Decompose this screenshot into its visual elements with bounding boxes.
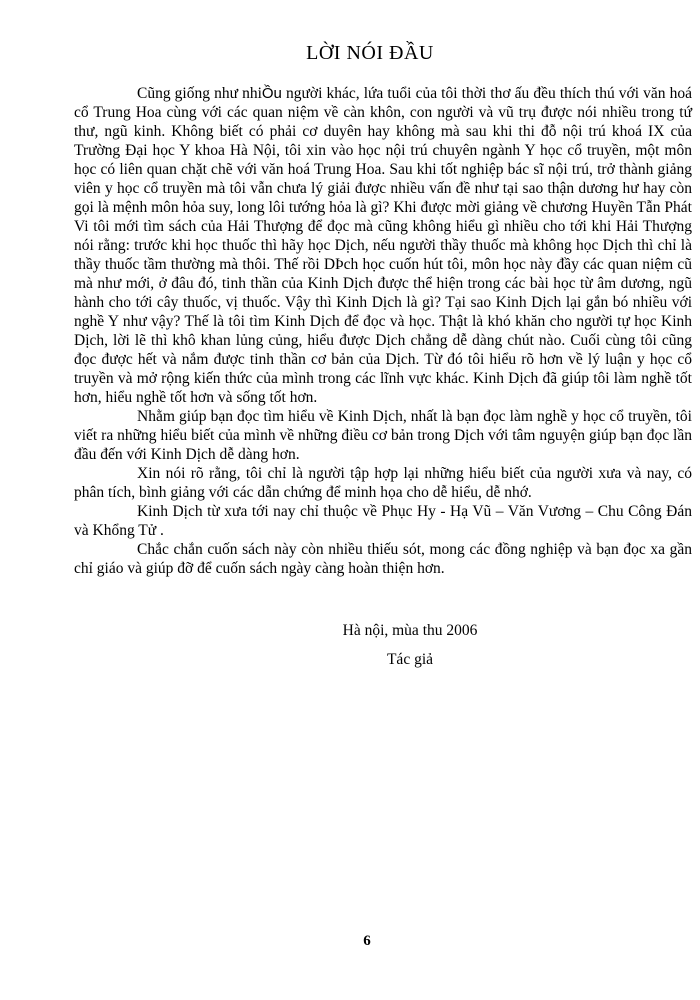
paragraph <box>74 502 692 540</box>
paragraph-segment: Xin nói rõ rằng, tôi chỉ là người tập hợp lại những hiểu biết của người xưa và nay, có phân tích, bình giảng với các dẫn chứng để minh họa cho dễ hiểu, dễ nhớ. <box>74 465 692 501</box>
paragraph-segment: người khác, lứa tuổi của tôi thời thơ ấu đều thích thú với văn hoá cổ Trung Hoa cùng với các quan niệm về càn khôn, con người và vũ trụ được nói nhiều trong tứ thư, ngũ kinh. Không biết có phải cơ duyên hay không mà sau khi thi đỗ nội trú khoá IX của Trường Đại học Y khoa Hà Nội, tôi xin vào học nội trú chuyên ngành Y học cổ truyền, một môn học có liên quan chặt chẽ với văn hoá Trung Hoa. Sau khi tốt nghiệp bác sĩ nội trú, trở thành giảng viên y học cổ truyền mà tôi vẫn chưa lý giải được nhiều vấn đề như tại sao thận dương hư hay còn gọi là mệnh môn hỏa suy, long lôi tướng hỏa là gì? Khi được mời giảng về chương Huyền Tẫn Phát Vi tôi mới tìm sách của Hải Thượng để đọc mà cũng không hiểu gì nhiều cho tới khi Hải Thượng nói rằng: trước khi học thuốc thì hãy học Dịch, nếu người thầy thuốc mà không học Dịch thì chỉ là thầy thuốc tầm thường mà thôi. Thế rồi DÞch học cuốn hút tôi, môn học này đầy các quan niệm cũ mà như mới, ở đâu đó, tinh thần của Kinh Dịch được thể hiện trong các bài học từ âm dương, ngũ hành cho tới cây thuốc, vị thuốc. Vậy thì Kinh Dịch là gì? Tại sao Kinh Dịch lại gắn bó nhiều với nghề Y như vậy? Thế là tôi tìm Kinh Dịch để đọc và học. Thật là khó khăn cho người tự học Kinh Dịch, lời lẽ thì khô khan lủng củng, hiểu được Dịch chẳng dễ dàng chút nào. Cuối cùng tôi cũng đọc được hết và nắm được tinh thần cơ bản của Dịch. Từ đó tôi hiểu rõ hơn về lý luận y học cổ truyền và mở rộng kiến thức của mình trong các lĩnh vực khác. Kinh Dịch đã giúp tôi làm nghề tốt hơn, hiểu nghề tốt hơn và sống tốt hơn. <box>74 85 692 406</box>
paragraph <box>74 84 692 407</box>
paragraph-segment: Chắc chắn cuốn sách này còn nhiều thiếu sót, mong các đồng nghiệp và bạn đọc xa gần chỉ giáo và giúp đỡ để cuốn sách ngày càng hoàn thiện hơn. <box>74 541 692 577</box>
document-page <box>0 40 700 1000</box>
page-title: LỜI NÓI ĐẦU <box>306 42 434 64</box>
signoff-block <box>120 621 700 669</box>
paragraph-segment: Cũng giống như nhi <box>137 85 262 102</box>
paragraph <box>74 464 692 502</box>
paragraph <box>74 540 692 578</box>
paragraph-segment: Kinh Dịch từ xưa tới nay chỉ thuộc về Phục Hy - Hạ Vũ – Văn Vương – Chu Công Đán và Khổng Tử . <box>74 503 692 539</box>
signoff-date: Hà nội, mùa thu 2006 <box>342 622 478 639</box>
signoff-author: Tác giả <box>386 651 434 668</box>
body-text <box>74 84 692 578</box>
paragraph-segment: Ồu <box>261 85 282 102</box>
paragraph <box>74 407 692 464</box>
page-number: 6 <box>363 933 371 949</box>
paragraph-segment: Nhằm giúp bạn đọc tìm hiểu về Kinh Dịch, nhất là bạn đọc làm nghề y học cổ truyền, tôi viết ra những hiểu biết của mình về những điều cơ bản trong Dịch với tâm nguyện giúp bạn đọc lần đầu đến với Kinh Dịch dễ dàng hơn. <box>74 408 692 463</box>
